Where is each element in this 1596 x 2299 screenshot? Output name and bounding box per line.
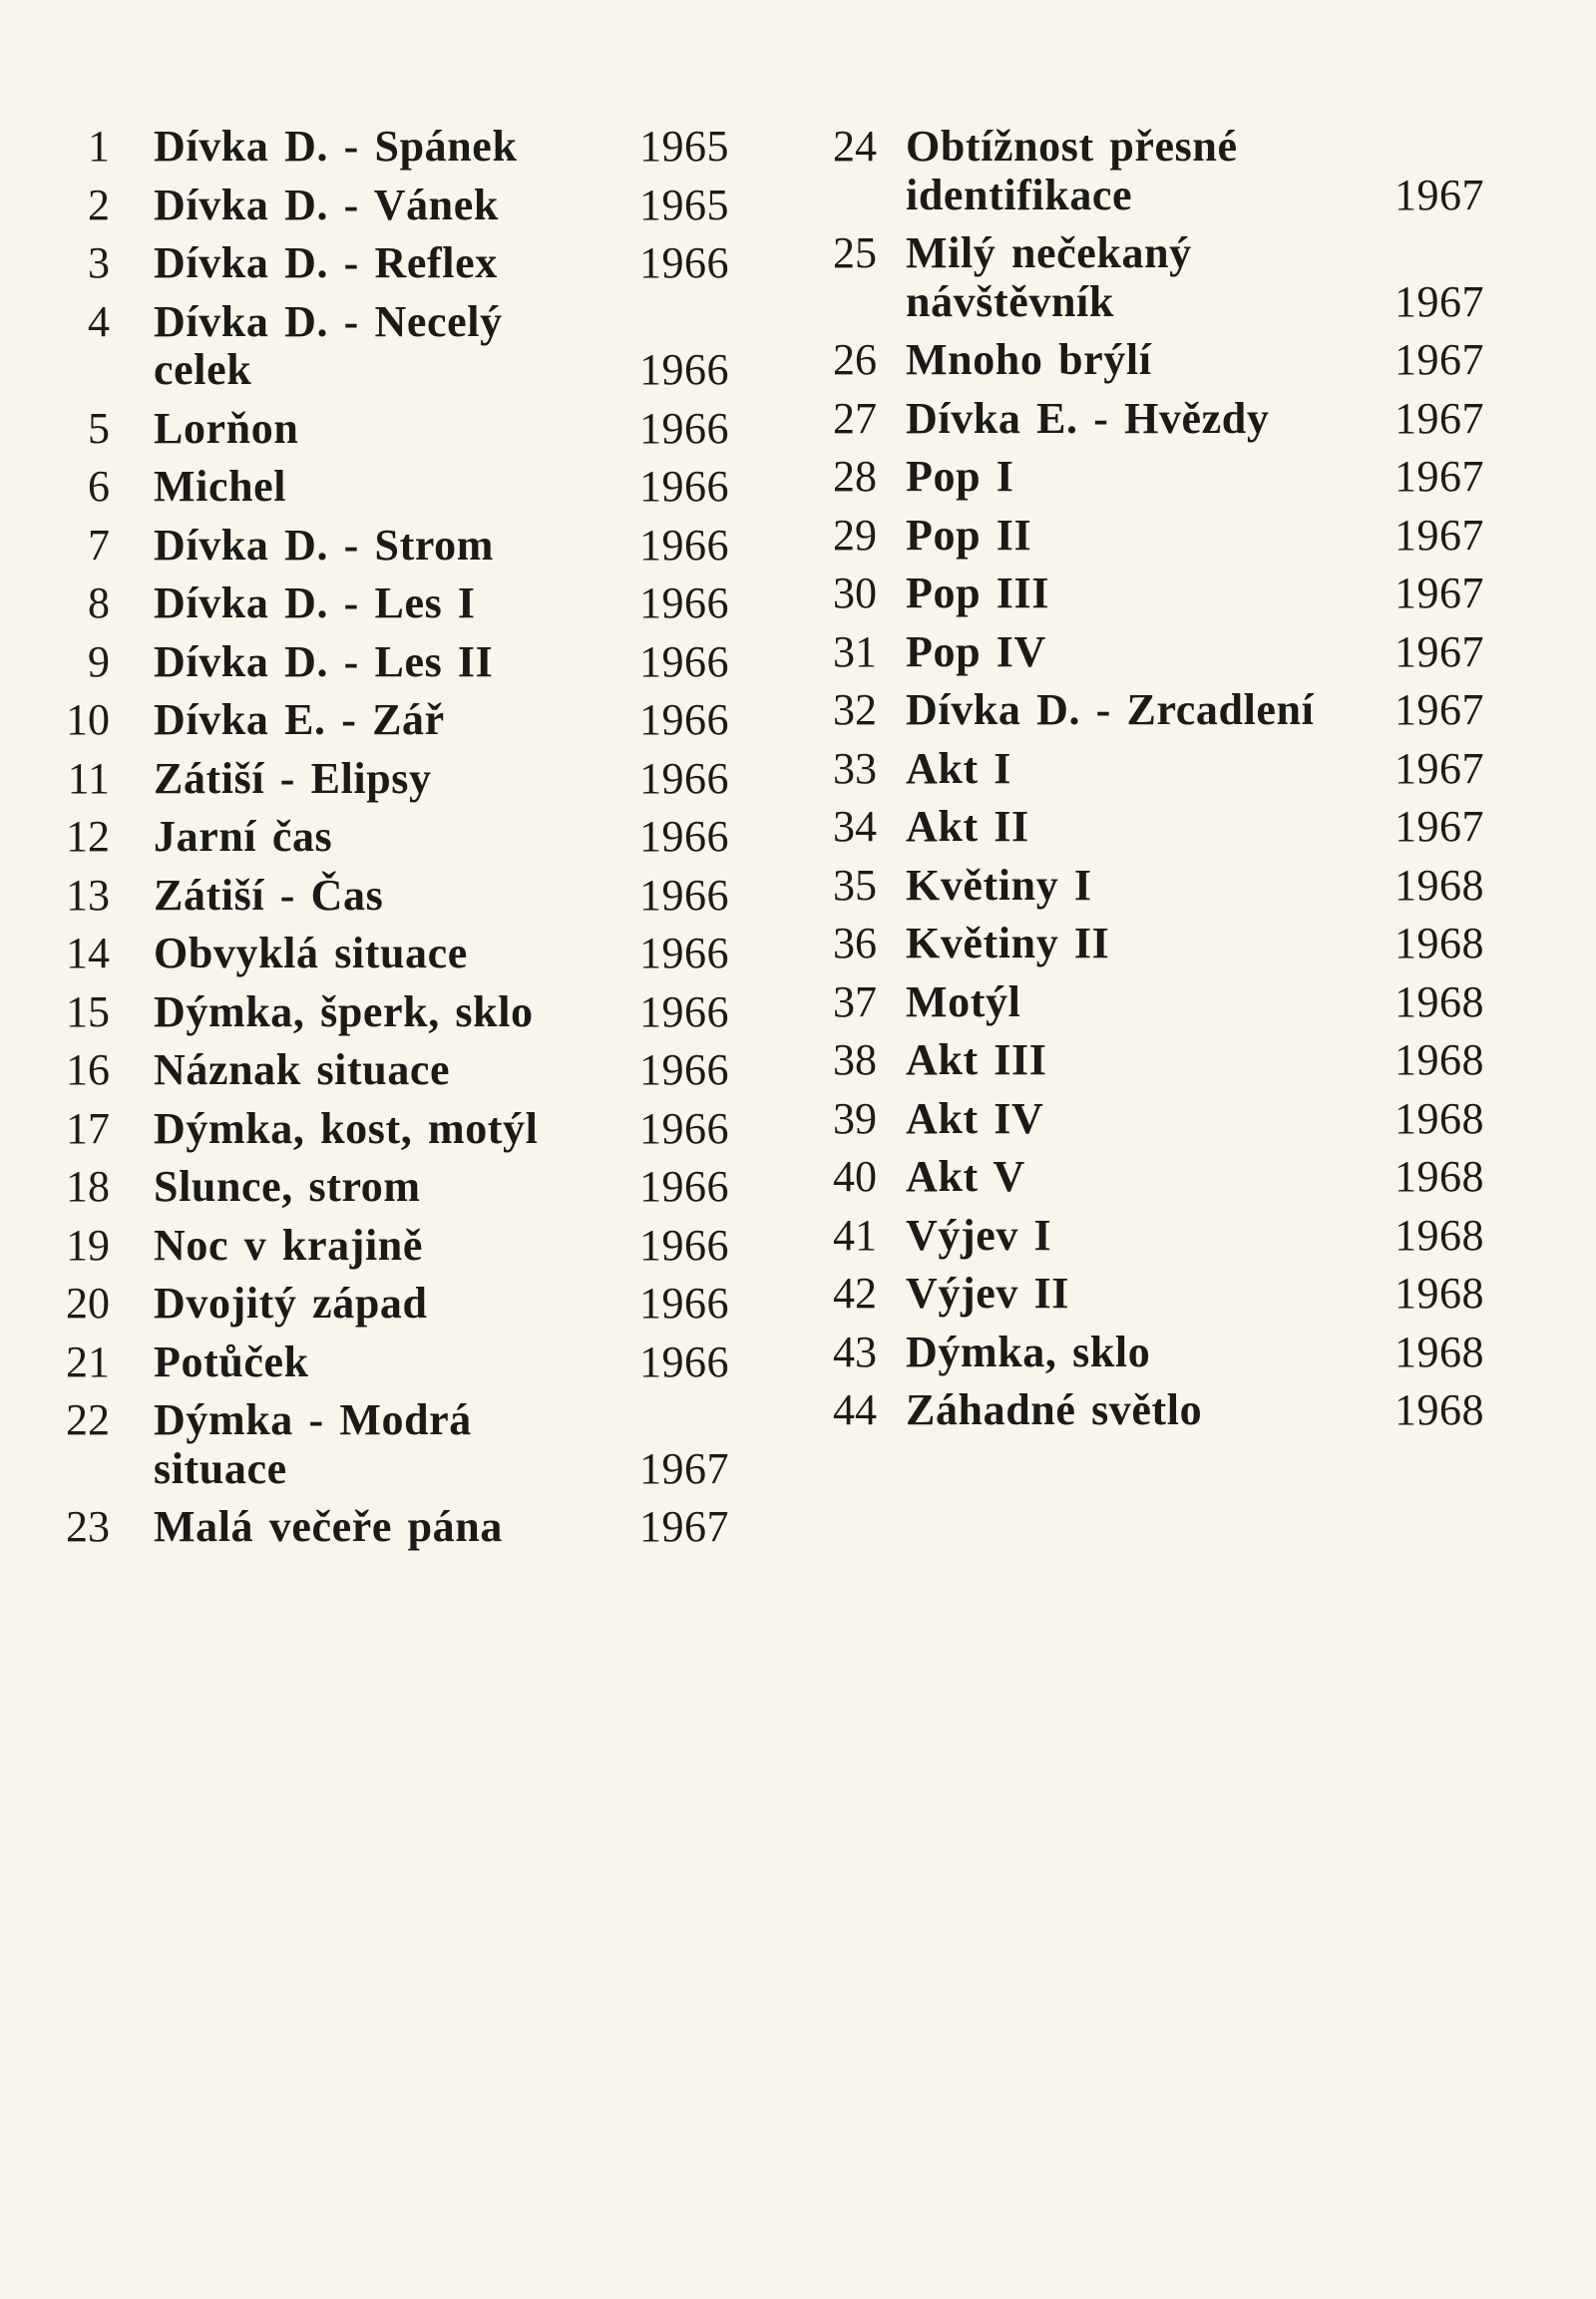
item-title: Lorňon	[154, 403, 299, 453]
list-item	[0, 1095, 1484, 1144]
item-year: 1966	[639, 403, 729, 453]
item-year: 1968	[1395, 1093, 1484, 1143]
list-item	[0, 1270, 1484, 1319]
item-year: 1966	[639, 695, 729, 744]
item-title: Dívka D. - Necelý celek	[154, 296, 503, 394]
item-year: 1967	[1395, 452, 1484, 501]
item-year: 1966	[639, 753, 729, 803]
item-number: 33	[833, 743, 877, 793]
list-item	[0, 123, 1484, 219]
item-title: Akt III	[906, 1035, 1047, 1084]
item-title: Zátiší - Elipsy	[154, 753, 432, 803]
item-title: Malá večeře pána	[154, 1502, 503, 1551]
item-number: 16	[66, 1045, 110, 1094]
item-title: Akt IV	[906, 1093, 1044, 1143]
item-year: 1967	[1395, 802, 1484, 851]
artwork-list-right	[0, 123, 1484, 1445]
item-year: 1968	[1395, 1035, 1484, 1084]
item-title: Zátiší - Čas	[154, 870, 384, 920]
item-year: 1966	[639, 1103, 729, 1153]
item-number: 4	[88, 296, 110, 346]
item-title: Dívka D. - Reflex	[154, 238, 498, 287]
item-number: 40	[833, 1152, 877, 1201]
item-number: 18	[66, 1162, 110, 1211]
item-number: 37	[833, 976, 877, 1026]
item-year: 1966	[639, 238, 729, 287]
item-year: 1966	[639, 929, 729, 977]
item-title: Dívka D. - Zrcadlení	[906, 685, 1315, 734]
list-item	[0, 336, 1484, 385]
item-year: 1966	[639, 1279, 729, 1328]
item-number: 14	[66, 929, 110, 977]
item-year: 1968	[1395, 1385, 1484, 1434]
item-year: 1967	[639, 1443, 729, 1493]
list-item	[0, 686, 1484, 735]
item-year: 1967	[1395, 569, 1484, 617]
item-number: 23	[66, 1502, 110, 1551]
list-item	[0, 628, 1484, 677]
item-title: Záhadné světlo	[906, 1385, 1203, 1434]
item-year: 1968	[1395, 1210, 1484, 1260]
item-title: Obvyklá situace	[154, 929, 468, 977]
item-number: 13	[66, 870, 110, 920]
list-item	[0, 920, 1484, 968]
item-year: 1966	[639, 1220, 729, 1270]
item-number: 34	[833, 802, 877, 851]
list-item	[0, 803, 1484, 852]
list-item	[0, 1036, 1484, 1085]
item-number: 21	[66, 1337, 110, 1386]
item-title: Dvojitý západ	[154, 1279, 428, 1328]
list-item	[0, 395, 1484, 444]
item-title: Akt II	[906, 802, 1029, 851]
item-title: Dívka D. - Vánek	[154, 180, 499, 229]
item-number: 36	[833, 919, 877, 967]
item-number: 26	[833, 335, 877, 384]
item-year: 1967	[1395, 685, 1484, 734]
item-year: 1967	[1395, 393, 1484, 443]
item-number: 19	[66, 1220, 110, 1270]
item-year: 1967	[1395, 743, 1484, 793]
item-number: 25	[833, 228, 877, 277]
list-item	[0, 1153, 1484, 1202]
list-item	[0, 512, 1484, 561]
item-number: 43	[833, 1327, 877, 1376]
item-year: 1967	[1395, 626, 1484, 676]
item-number: 2	[88, 180, 110, 229]
item-title: Milý nečekaný návštěvník	[906, 228, 1192, 326]
item-number: 17	[66, 1103, 110, 1153]
item-year: 1966	[639, 1162, 729, 1211]
item-year: 1965	[639, 180, 729, 229]
item-number: 39	[833, 1093, 877, 1143]
item-number: 28	[833, 452, 877, 501]
item-number: 32	[833, 685, 877, 734]
item-year: 1966	[639, 520, 729, 570]
item-title: Akt V	[906, 1152, 1025, 1201]
item-title: Dívka E. - Zář	[154, 695, 445, 744]
item-title: Náznak situace	[154, 1045, 451, 1094]
item-title: Květiny I	[906, 860, 1092, 910]
item-title: Dýmka - Modrá situace	[154, 1395, 472, 1493]
list-item	[0, 1503, 729, 1552]
item-year: 1968	[1395, 976, 1484, 1026]
item-year: 1966	[639, 1045, 729, 1094]
item-number: 7	[88, 520, 110, 570]
item-title: Dýmka, sklo	[906, 1327, 1151, 1376]
list-item	[0, 745, 1484, 794]
item-title: Pop I	[906, 452, 1014, 501]
item-number: 44	[833, 1385, 877, 1434]
item-year: 1966	[639, 345, 729, 394]
item-title: Pop IV	[906, 626, 1046, 676]
list-item	[0, 570, 1484, 618]
item-number: 41	[833, 1210, 877, 1260]
item-title: Dívka D. - Spánek	[154, 122, 518, 171]
item-number: 5	[88, 403, 110, 453]
item-number: 35	[833, 860, 877, 910]
item-number: 15	[66, 986, 110, 1036]
item-number: 31	[833, 626, 877, 676]
item-year: 1965	[639, 122, 729, 171]
item-year: 1967	[1395, 276, 1484, 326]
item-number: 1	[88, 122, 110, 171]
item-title: Květiny II	[906, 919, 1110, 967]
item-number: 6	[88, 462, 110, 511]
item-year: 1966	[639, 986, 729, 1036]
item-number: 11	[67, 753, 110, 803]
item-title: Obtížnost přesné identifikace	[906, 122, 1238, 219]
item-title: Pop II	[906, 510, 1032, 560]
item-title: Dívka D. - Les II	[154, 636, 494, 686]
item-title: Motýl	[906, 976, 1021, 1026]
list-item	[0, 453, 1484, 502]
list-item	[0, 1212, 1484, 1261]
item-year: 1966	[639, 578, 729, 627]
item-number: 22	[66, 1395, 110, 1444]
list-item	[0, 1386, 1484, 1435]
item-title: Mnoho brýlí	[906, 335, 1152, 384]
item-title: Dýmka, šperk, sklo	[154, 986, 534, 1036]
item-year: 1967	[1395, 510, 1484, 560]
item-number: 12	[66, 812, 110, 861]
item-year: 1968	[1395, 1152, 1484, 1201]
item-title: Slunce, strom	[154, 1162, 421, 1211]
item-number: 42	[833, 1269, 877, 1318]
item-number: 27	[833, 393, 877, 443]
item-number: 38	[833, 1035, 877, 1084]
item-title: Výjev II	[906, 1269, 1070, 1318]
item-year: 1968	[1395, 1327, 1484, 1376]
item-number: 30	[833, 569, 877, 617]
item-year: 1966	[639, 870, 729, 920]
item-year: 1966	[639, 462, 729, 511]
item-title: Noc v krajině	[154, 1220, 423, 1270]
item-year: 1966	[639, 812, 729, 861]
item-title: Akt I	[906, 743, 1012, 793]
item-number: 10	[66, 695, 110, 744]
list-item	[0, 1329, 1484, 1377]
item-title: Dívka D. - Les I	[154, 578, 476, 627]
item-year: 1967	[639, 1502, 729, 1551]
list-item	[0, 978, 1484, 1027]
list-item	[0, 229, 1484, 326]
item-title: Výjev I	[906, 1210, 1052, 1260]
item-title: Michel	[154, 462, 287, 511]
item-number: 24	[833, 122, 877, 171]
item-number: 9	[88, 636, 110, 686]
item-number: 8	[88, 578, 110, 627]
item-year: 1968	[1395, 860, 1484, 910]
item-year: 1966	[639, 636, 729, 686]
item-title: Dýmka, kost, motýl	[154, 1103, 539, 1153]
item-year: 1968	[1395, 1269, 1484, 1318]
item-title: Potůček	[154, 1337, 309, 1386]
item-year: 1967	[1395, 170, 1484, 219]
item-title: Pop III	[906, 569, 1049, 617]
list-item	[0, 862, 1484, 911]
item-title: Dívka D. - Strom	[154, 520, 495, 570]
item-year: 1966	[639, 1337, 729, 1386]
item-title: Jarní čas	[154, 812, 333, 861]
item-title: Dívka E. - Hvězdy	[906, 393, 1270, 443]
item-year: 1968	[1395, 919, 1484, 967]
item-number: 3	[88, 238, 110, 287]
item-year: 1967	[1395, 335, 1484, 384]
item-number: 20	[66, 1279, 110, 1328]
item-number: 29	[833, 510, 877, 560]
